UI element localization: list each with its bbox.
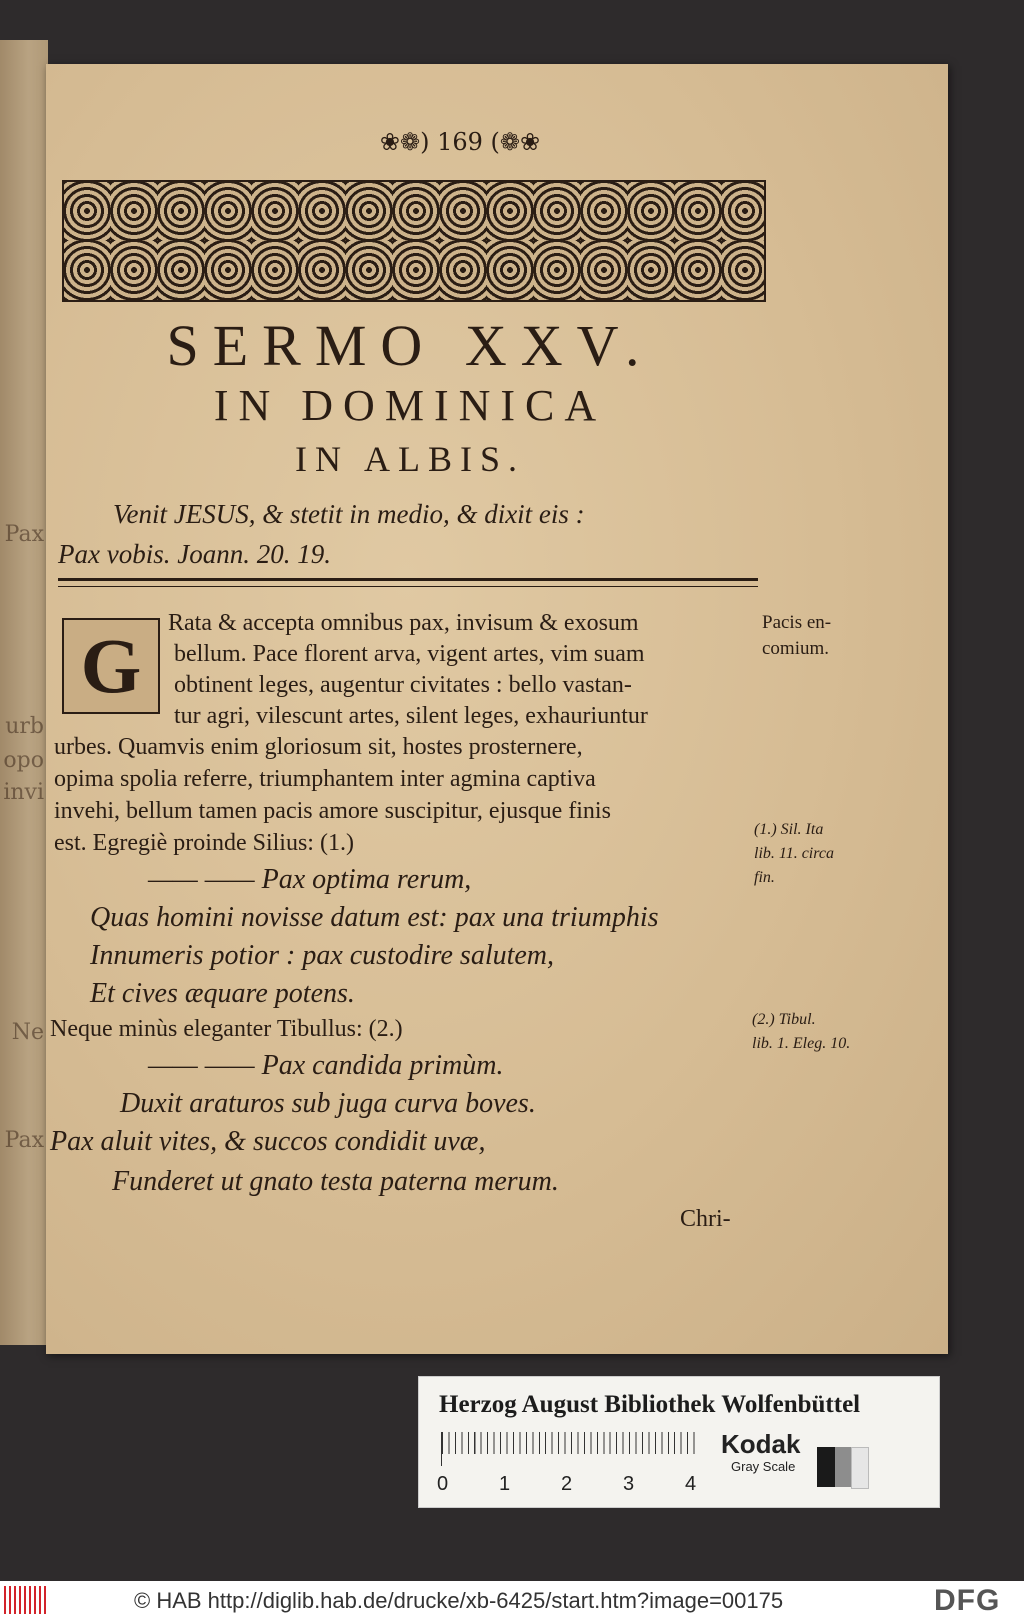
prev-page-fragment: urb [5, 714, 44, 739]
page-number-text: 169 [437, 128, 483, 156]
drop-cap: G [62, 618, 160, 714]
prev-page-fragment: Pax [4, 522, 44, 547]
verse-line: —— —— Pax candida primùm. [148, 1050, 504, 1081]
prev-page-fragment: Ne [11, 1020, 44, 1045]
footer-credit-link[interactable]: © HAB http://diglib.hab.de/drucke/xb-6425/start.htm?image=00175 [134, 1588, 784, 1613]
prev-page-fragment: invi [3, 780, 44, 805]
page-number [0, 128, 920, 156]
prev-page-fragment: opo [3, 748, 44, 773]
margin-note-line: lib. 1. Eleg. 10. [752, 1035, 851, 1052]
scale-number: 2 [561, 1473, 573, 1495]
body-line: Neque minùs eleganter Tibullus: (2.) [50, 1016, 403, 1042]
margin-note-line: fin. [754, 869, 775, 886]
gray-swatch-mid [835, 1447, 851, 1487]
scale-number: 0 [437, 1473, 449, 1495]
epigraph-line: Pax vobis. Joann. 20. 19. [58, 539, 331, 569]
body-line: est. Egregiè proinde Silius: (1.) [54, 830, 354, 856]
measure-scale [441, 1432, 700, 1466]
scale-number: 3 [623, 1473, 635, 1495]
ornament-left-icon: ❀❁) [379, 128, 438, 156]
library-name: Herzog August Bibliothek Wolfenbüttel [439, 1391, 861, 1418]
margin-note-tibullus [752, 1008, 850, 1056]
verse-line: Innumeris potior : pax custodire salutem, [90, 940, 555, 971]
verse-line: —— —— Pax optima rerum, [148, 864, 472, 895]
gray-scale-label: Gray Scale [731, 1459, 796, 1474]
body-line: bellum. Pace florent arva, vigent artes, vim suam [174, 641, 645, 667]
margin-note-line: comium. [762, 638, 830, 659]
sermon-subtitle-2: IN ALBIS. [294, 439, 525, 479]
verse-line: Et cives æquare potens. [90, 978, 355, 1009]
verse-line: Duxit araturos sub juga curva boves. [120, 1088, 536, 1119]
margin-note-pacis [762, 610, 831, 662]
verse-line: Quas homini novisse datum est: pax una triumphis [90, 902, 659, 933]
margin-note-line: lib. 11. circa [754, 845, 834, 862]
verse-line: Funderet ut gnato testa paterna merum. [112, 1166, 559, 1197]
section-rule [58, 578, 758, 587]
sermon-title: SERMO XXV. [166, 313, 654, 378]
library-color-card [418, 1376, 940, 1508]
gray-swatch-white [851, 1447, 869, 1489]
scale-number: 1 [499, 1473, 511, 1495]
footer-bar [0, 1581, 1024, 1619]
verse-line: Pax aluit vites, & succos condidit uvæ, [50, 1126, 486, 1157]
floral-ornament-band [62, 180, 766, 302]
body-line: invehi, bellum tamen pacis amore suscipitur, ejusque finis [54, 798, 611, 824]
prev-page-fragment: Pax [4, 1128, 44, 1153]
margin-note-line: (2.) Tibul. [752, 1011, 816, 1028]
barcode-icon [4, 1586, 46, 1614]
epigraph-line: Venit JESUS, & stetit in medio, & dixit eis : [113, 499, 585, 529]
margin-note-silius [754, 818, 834, 890]
margin-note-line: (1.) Sil. Ita [754, 821, 824, 838]
scale-number: 4 [685, 1473, 697, 1495]
catchword: Chri- [680, 1206, 731, 1232]
body-line: Rata & accepta omnibus pax, invisum & exosum [168, 610, 639, 636]
body-line: tur agri, vilescunt artes, silent leges, exhauriuntur [174, 703, 648, 729]
body-line: urbes. Quamvis enim gloriosum sit, hostes prosternere, [54, 734, 583, 760]
gray-swatch-black [817, 1447, 835, 1487]
sermon-subtitle: IN DOMINICA [213, 381, 607, 430]
epigraph [58, 494, 758, 574]
ornament-right-icon: (❁❀ [482, 128, 541, 156]
kodak-logo: Kodak [721, 1429, 801, 1459]
body-line: obtinent leges, augentur civitates : bello vastan- [174, 672, 632, 698]
body-line: opima spolia referre, triumphantem inter agmina captiva [54, 766, 596, 792]
dfg-logo: DFG [934, 1584, 1001, 1617]
margin-note-line: Pacis en- [762, 612, 832, 633]
